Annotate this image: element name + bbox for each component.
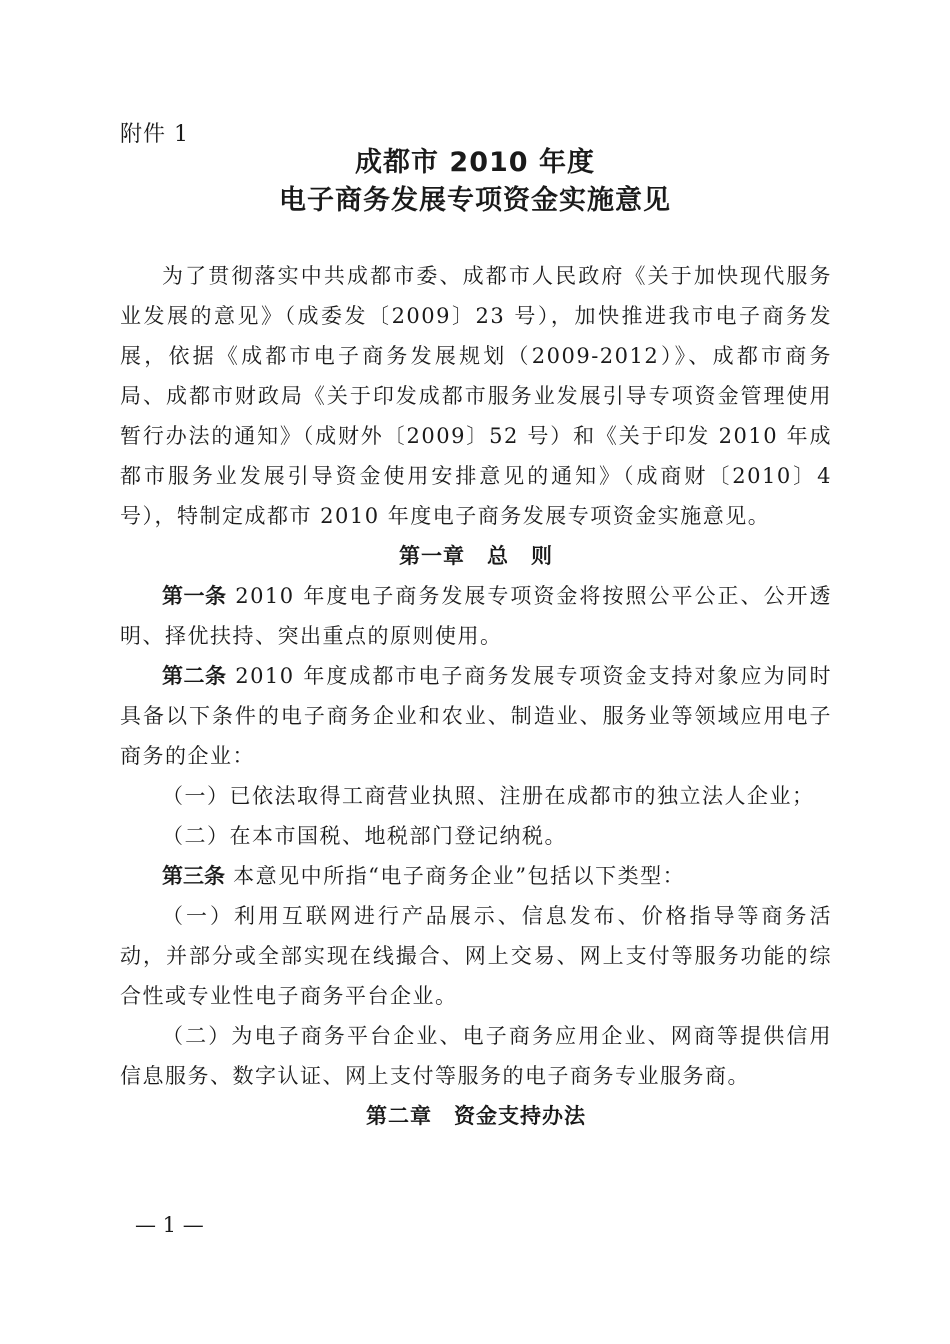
article-2-text: 2010 年度成都市电子商务发展专项资金支持对象应为同时具备以下条件的电子商务企业和农业、制造业、服务业等领域应用电子商务的企业： [120,664,833,768]
document-body [120,256,832,1136]
document-title-line2: 电子商务发展专项资金实施意见 [279,185,671,216]
article-1-text: 2010 年度电子商务发展专项资金将按照公平公正、公开透明、择优扶持、突出重点的原则使用。 [120,584,833,648]
article-3-item-2: （二）为电子商务平台企业、电子商务应用企业、网商等提供信用信息服务、数字认证、网上支付等服务的电子商务专业服务商。 [120,1024,832,1088]
attachment-label: 附件 1 [120,122,189,147]
article-3 [120,856,832,896]
article-1-label: 第一条 [162,584,227,608]
article-3-item-1: （一）利用互联网进行产品展示、信息发布、价格指导等商务活动，并部分或全部实现在线撮合、网上交易、网上支付等服务功能的综合性或专业性电子商务平台企业。 [120,904,832,1008]
page-number: — 1 — [135,1213,204,1237]
chapter-1-heading: 第一章 总 则 [399,544,553,568]
document-title-line1: 成都市 2010 年度 [355,147,595,178]
article-3-text: 本意见中所指“电子商务企业”包括以下类型： [225,864,686,888]
article-2-label: 第二条 [162,664,227,688]
chapter-2-heading: 第二章 资金支持办法 [366,1104,586,1128]
preamble-paragraph: 为了贯彻落实中共成都市委、成都市人民政府《关于加快现代服务业发展的意见》（成委发〔2009〕23 号），加快推进我市电子商务发展，依据《成都市电子商务发展规划（2009-2012）》、成都市商务局、成都市财政局《关于印发成都市服务业发展引导专项资金管理使用暂行办法的通知》（成财外〔2009〕52 号）和《关于印发 2010 年成都市服务业发展引导资金使用安排意见的通知》（成商财〔2010〕4 号），特制定成都市 2010 年度电子商务发展专项资金实施意见。 [120,264,832,528]
article-3-label: 第三条 [162,864,225,888]
article-2-item-1: （一）已依法取得工商营业执照、注册在成都市的独立法人企业； [162,784,815,808]
article-2 [120,656,832,776]
article-1 [120,576,832,656]
article-2-item-2: （二）在本市国税、地税部门登记纳税。 [162,824,567,848]
